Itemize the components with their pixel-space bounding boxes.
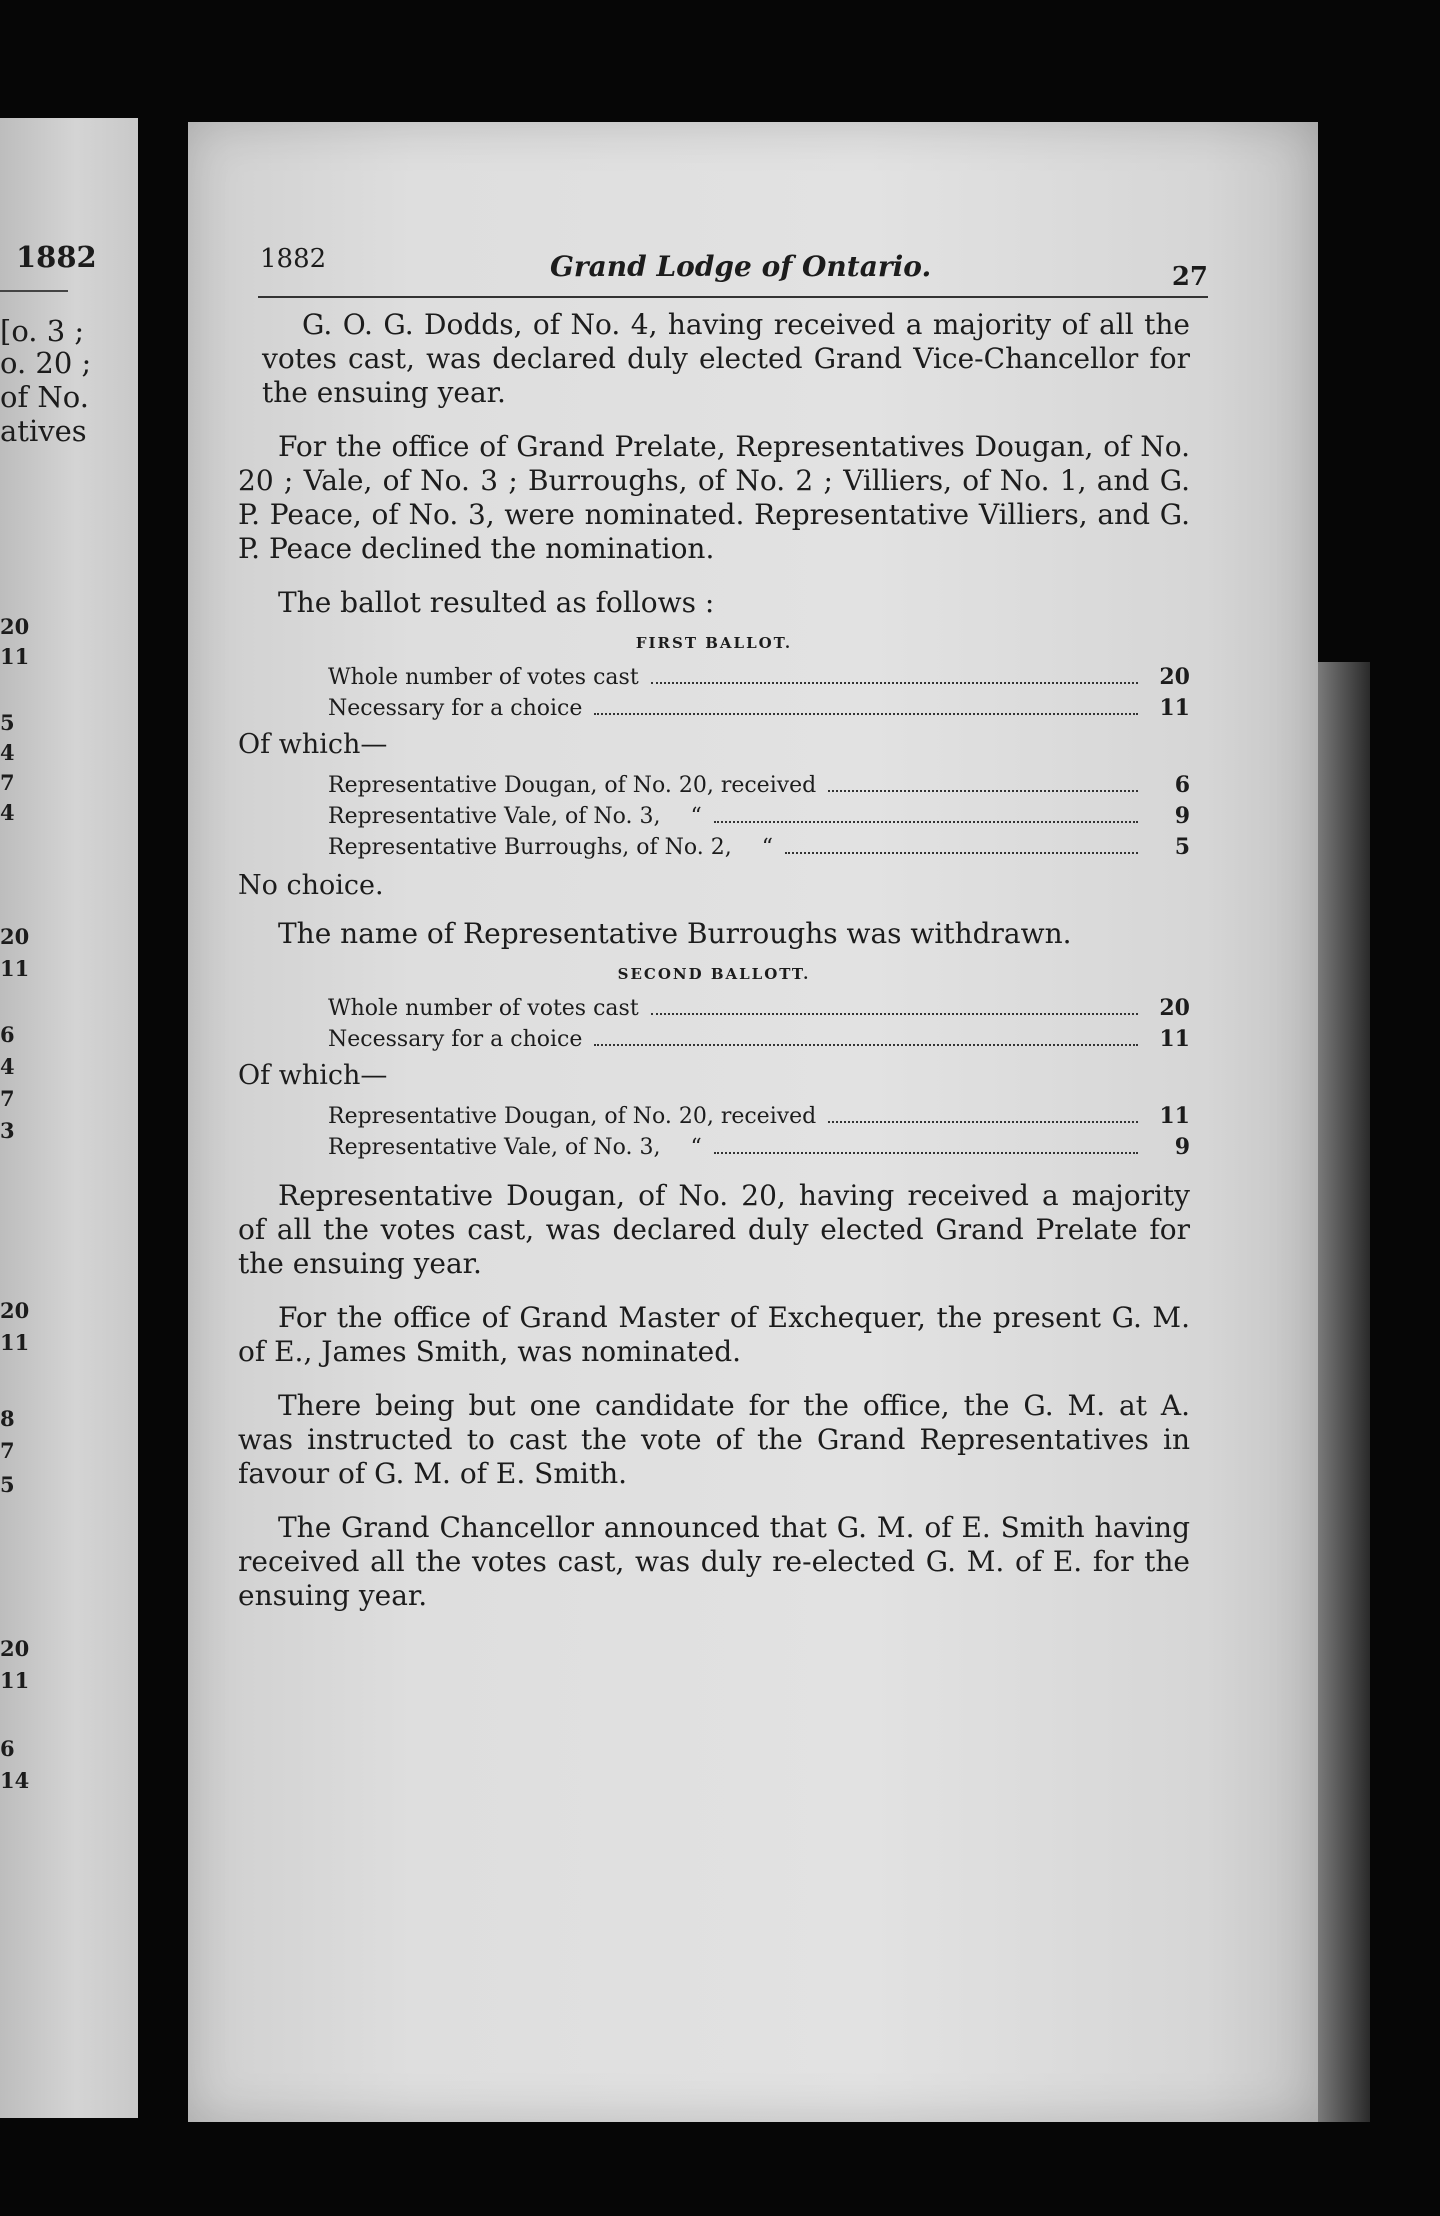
candidate-label: Representative Vale, of No. 3, (328, 1135, 661, 1160)
previous-page-number: 7 (0, 770, 15, 795)
paragraph-single-candidate: There being but one candidate for the office, the G. M. at A. was instructed to cast the vote of the Grand Representatives in favour of G. M. of E. Smith. (238, 1389, 1190, 1490)
previous-page-number: 20 (0, 614, 30, 639)
previous-page-number: 3 (0, 1118, 15, 1143)
first-ballot-result: No choice. (238, 870, 384, 901)
previous-page-number: 11 (0, 644, 30, 669)
candidate-votes: 9 (1174, 1134, 1190, 1160)
previous-page-number: 5 (0, 710, 15, 735)
paragraph-prelate-nominations: For the office of Grand Prelate, Representatives Dougan, of No. 20 ; Vale, of No. 3 ; Burroughs, of No. 2 ; Villiers, of No. 1, and G. P. Peace, of No. 3, were nominated. Representative Villiers, and G. P. Peace declined the nomination. (238, 430, 1190, 565)
previous-page-number: 8 (0, 1406, 15, 1431)
page-number: 27 (1171, 262, 1208, 292)
spacer (238, 1163, 1190, 1179)
page-body (238, 308, 1190, 1633)
previous-page-fragment: of No. (0, 380, 89, 414)
previous-page-number: 5 (0, 1472, 15, 1497)
candidate-label: Representative Dougan, of No. 20, received (328, 773, 817, 798)
dot-leader (714, 1152, 1138, 1154)
ballot-value: 20 (1159, 664, 1190, 690)
previous-page-number: 20 (0, 924, 30, 949)
header-rule (258, 296, 1208, 298)
candidate-label: Representative Burroughs, of No. 2, (328, 835, 732, 860)
first-ballot-caption: FIRST BALLOT. (635, 634, 793, 652)
previous-page-fragment: o. 20 ; (0, 346, 92, 380)
candidate-label: Representative Vale, of No. 3, (328, 804, 661, 829)
dot-leader (651, 1013, 1138, 1015)
ballot-line (328, 1132, 1190, 1163)
candidate-votes: 9 (1174, 803, 1190, 829)
candidate-label: Representative Dougan, of No. 20, received (328, 1104, 817, 1129)
candidate-votes: 11 (1159, 1103, 1190, 1129)
previous-page-number: 20 (0, 1636, 30, 1661)
dot-leader (651, 682, 1138, 684)
ballot-line (328, 1024, 1190, 1055)
ballot-line (328, 993, 1190, 1024)
ballot-line (328, 801, 1190, 832)
ballot-label: Whole number of votes cast (328, 996, 639, 1021)
of-which-label: Of which— (238, 729, 388, 760)
ballot-line (328, 832, 1190, 863)
candidate-votes: 5 (1174, 834, 1190, 860)
withdrawal-note: The name of Representative Burroughs was withdrawn. (278, 917, 1072, 950)
dot-leader (828, 1121, 1138, 1123)
ballot-label: Necessary for a choice (328, 1027, 583, 1052)
ballot-label: Whole number of votes cast (328, 665, 639, 690)
previous-page-number: 4 (0, 800, 15, 825)
ditto-mark: “ (761, 835, 773, 860)
previous-page-number: 11 (0, 1668, 30, 1693)
dot-leader (594, 713, 1138, 715)
ditto-mark: “ (690, 804, 702, 829)
paragraph-vice-chancellor: G. O. G. Dodds, of No. 4, having received a majority of all the votes cast, was declared duly elected Grand Vice-Chancellor for the ensuing year. (262, 308, 1190, 409)
previous-page-number: 6 (0, 1736, 15, 1761)
previous-page-fragment: atives (0, 414, 87, 448)
ballot-label: Necessary for a choice (328, 696, 583, 721)
dot-leader (828, 790, 1138, 792)
previous-page-number: 11 (0, 956, 30, 981)
dot-leader (594, 1044, 1138, 1046)
second-ballot-caption: SECOND BALLOTT. (617, 965, 811, 983)
header-title: Grand Lodge of Ontario. (550, 250, 932, 283)
ballot-value: 20 (1159, 995, 1190, 1021)
ballot-value: 11 (1159, 695, 1190, 721)
previous-page-edge (0, 118, 138, 2118)
paragraph-re-election: The Grand Chancellor announced that G. M. of E. Smith having received all the votes cast, was duly re-elected G. M. of E. for the ensuing year. (238, 1511, 1190, 1612)
ballot-line (328, 662, 1190, 693)
running-head (260, 240, 1208, 292)
previous-page-number: 4 (0, 740, 15, 765)
of-which-label: Of which— (238, 1060, 388, 1091)
paragraph-prelate-elected: Representative Dougan, of No. 20, having received a majority of all the votes cast, was declared duly elected Grand Prelate for the ensuing year. (238, 1179, 1190, 1280)
dot-leader (714, 821, 1138, 823)
previous-page-number: 4 (0, 1054, 15, 1079)
previous-page-number: 14 (0, 1768, 30, 1793)
previous-page-fragment: [o. 3 ; (0, 314, 85, 348)
ballot-line (328, 770, 1190, 801)
dot-leader (785, 852, 1138, 854)
previous-page-rule (0, 290, 68, 292)
candidate-votes: 6 (1174, 772, 1190, 798)
ballot-line (328, 693, 1190, 724)
ballot-intro: The ballot resulted as follows : (278, 586, 715, 619)
previous-page-number: 7 (0, 1086, 15, 1111)
previous-page-year: 1882 (16, 240, 97, 274)
previous-page-number: 20 (0, 1298, 30, 1323)
ballot-value: 11 (1159, 1026, 1190, 1052)
ballot-line (328, 1101, 1190, 1132)
previous-page-number: 7 (0, 1438, 15, 1463)
previous-page-number: 6 (0, 1022, 15, 1047)
document-page (188, 122, 1318, 2122)
header-year: 1882 (260, 244, 327, 274)
paragraph-exchequer-nomination: For the office of Grand Master of Exchequer, the present G. M. of E., James Smith, was nominated. (238, 1301, 1190, 1368)
ditto-mark: “ (690, 1135, 702, 1160)
previous-page-number: 11 (0, 1330, 30, 1355)
